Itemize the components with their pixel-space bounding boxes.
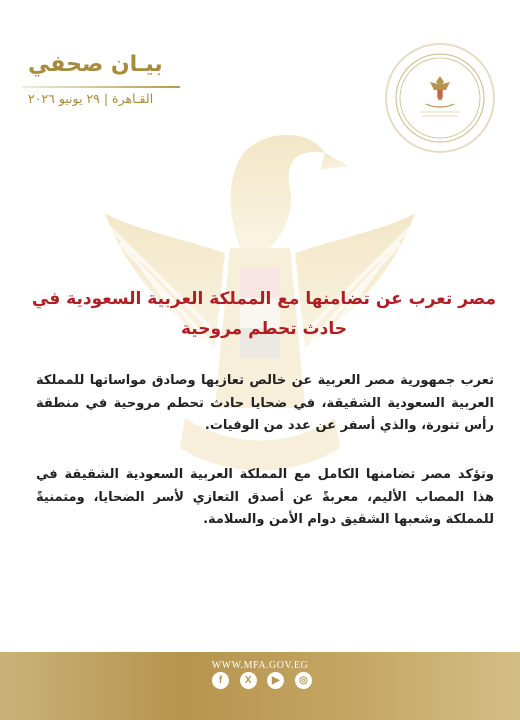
body-paragraph: تعرب جمهورية مصر العربية عن خالص تعازيها وصادق مواساتها للمملكة العربية السعودية الشقيقة، في ضحايا حادث تحطم مروحية في منطقة رأس تنورة، والذي أسفر عن عدد من الوفيات. [36, 373, 494, 433]
youtube-icon[interactable]: ▶ [267, 672, 284, 689]
body-paragraph: وتؤكد مصر تضامنها الكامل مع المملكة العربية السعودية الشقيقة في هذا المصاب الأليم، معربةً عن أصدق التعازي لأسر الضحايا، ومتمنيةً للمملكة وشعبها الشقيق دوام الأمن والسلامة. [36, 467, 494, 527]
social-links [212, 672, 312, 692]
ministry-seal-logo [384, 42, 496, 154]
title-divider [22, 86, 180, 88]
dateline: القـاهرة | ٢٩ يونيو ٢٠٢٦ [28, 91, 154, 106]
facebook-icon[interactable]: f [212, 672, 229, 689]
document-title: بيـان صحفي [28, 52, 163, 77]
x-icon[interactable]: X [240, 672, 257, 689]
headline: مصر تعرب عن تضامنها مع المملكة العربية السعودية في حادث تحطم مروحية [31, 289, 497, 339]
instagram-icon[interactable]: ◎ [295, 672, 312, 689]
website-link[interactable]: WWW.MFA.GOV.EG [211, 660, 309, 671]
